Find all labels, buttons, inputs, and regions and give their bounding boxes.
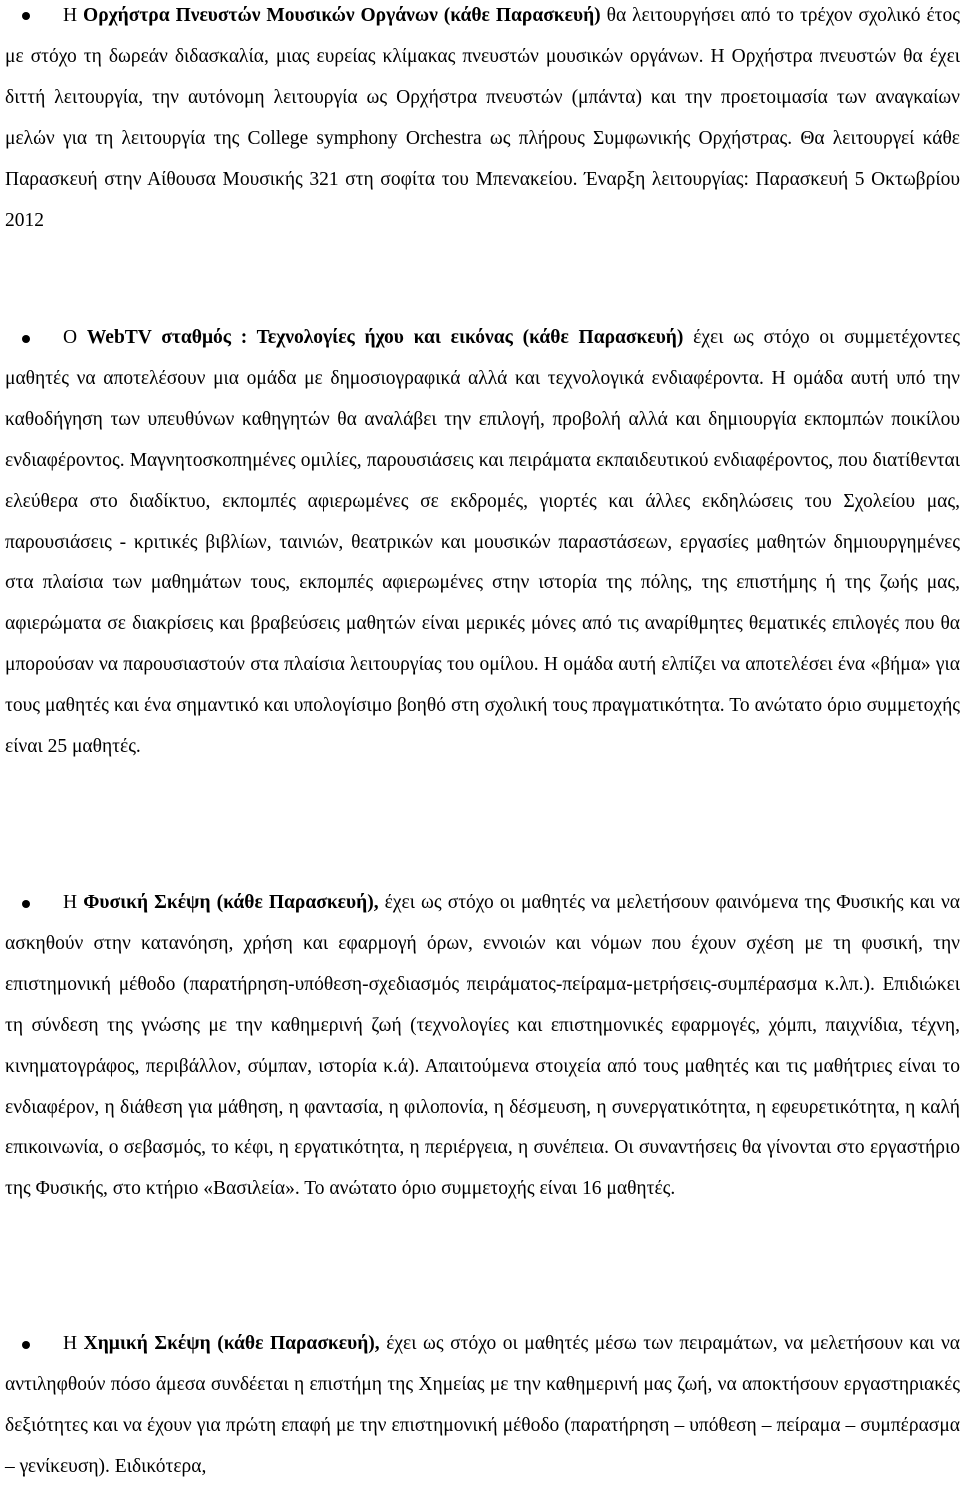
bullet-icon (22, 335, 30, 343)
list-item (0, 883, 960, 1210)
paragraph-prefix: Η (63, 5, 84, 26)
paragraph-prefix: Ο (63, 327, 87, 348)
bullet-icon (22, 1341, 30, 1349)
list-item (0, 1324, 960, 1488)
paragraph-text: έχει ως στόχο οι μαθητές μέσω των πειραμάτων, να μελετήσουν και να αντιληφθούν πόσο άμεσα συνδέεται η επιστήμη της Χημείας με την καθημερινή μας ζωή, να αποκτήσουν εργαστηριακές δεξιότητες και να έχουν για πρώτη επαφή με την επιστημονική μέθοδο (παρατήρηση – υπόθεση – πείραμα – συμπέρασμα – γενίκευση). Ειδικότερα, (5, 1333, 960, 1477)
paragraph-text: έχει ως στόχο οι συμμετέχοντες μαθητές να αποτελέσουν μια ομάδα με δημοσιογραφικά αλλά και τεχνολογικά ενδιαφέροντα. Η ομάδα αυτή υπό την καθοδήγηση των υπευθύνων καθηγητών θα αναλάβει την επιλογή, προβολή αλλά και δημιουργία εκπομπών ποικίλου ενδιαφέροντος. Μαγνητοσκοπημένες ομιλίες, παρουσιάσεις και πειράματα εκπαιδευτικού ενδιαφέροντος, που διατίθενται ελεύθερα στο διαδίκτυο, εκπομπές αφιερωμένες σε εκδρομές, γιορτές και άλλες εκδηλώσεις του Σχολείου μας, παρουσιάσεις - κριτικές βιβλίων, ταινιών, θεατρικών και μουσικών παραστάσεων, εργασίες μαθητών δημιουργημένες στα πλαίσια των μαθημάτων τους, εκπομπές αφιερωμένες στην ιστορία της πόλης, της επιστήμης ή της ζωής μας, αφιερώματα σε διακρίσεις και βραβεύσεις μαθητών είναι μερικές μόνες από τις αναρίθμητες θεματικές επιλογές που θα μπορούσαν να παρουσιαστούν στα πλαίσια λειτουργίας του ομίλου. Η ομάδα αυτή ελπίζει να αποτελέσει ένα «βήμα» για τους μαθητές και ένα σημαντικό και υπολογίσιμο βοηθό στη σχολική τους πραγματικότητα. Το ανώτατο όριο συμμετοχής είναι 25 μαθητές. (5, 327, 960, 758)
paragraph-prefix: Η (63, 1333, 84, 1354)
paragraph-prefix: Η (63, 892, 84, 913)
activity-title: Χημική Σκέψη (κάθε Παρασκευή), (83, 1333, 380, 1354)
paragraph (5, 318, 960, 768)
activity-title: Ορχήστρα Πνευστών Μουσικών Οργάνων (κάθε Παρασκευή) (83, 5, 601, 26)
list-item (0, 0, 960, 241)
paragraph (5, 1324, 960, 1488)
paragraph-text: έχει ως στόχο οι μαθητές να μελετήσουν φαινόμενα της Φυσικής και να ασκηθούν στην κατανόηση, χρήση και εφαρμογή όρων, εννοιών και νόμων που έχουν σχέση με τη φυσική, την επιστημονική μέθοδο (παρατήρηση-υπόθεση-σχεδιασμός πειράματος-πείραμα-μετρήσεις-συμπέρασμα κ.λπ.). Επιδιώκει τη σύνδεση της γνώσης με την καθημερινή ζωή (τεχνολογίες και επιστημονικές εφαρμογές, χόμπι, παιχνίδια, τέχνη, κινηματογράφος, περιβάλλον, σύμπαν, ιστορία κ.ά). Απαιτούμενα στοιχεία από τους μαθητές και τις μαθήτριες είναι το ενδιαφέρον, η διάθεση για μάθηση, η φαντασία, η φιλοπονία, η δέσμευση, η συνεργατικότητα, η εφευρετικότητα, η καλή επικοινωνία, ο σεβασμός, το κέφι, η εργατικότητα, η περιέργεια, η συνέπεια. Οι συναντήσεις θα γίνονται στο εργαστήριο της Φυσικής, στο κτήριο «Βασιλεία». Το ανώτατο όριο συμμετοχής είναι 16 μαθητές. (5, 892, 960, 1200)
bullet-icon (22, 12, 30, 20)
paragraph (5, 0, 960, 241)
activity-title: WebTV σταθμός : Τεχνολογίες ήχου και εικόνας (κάθε Παρασκευή) (86, 327, 684, 348)
paragraph (5, 883, 960, 1210)
paragraph-text: θα λειτουργήσει από το τρέχον σχολικό έτος με στόχο τη δωρεάν διδασκαλία, μιας ευρείας κλίμακας πνευστών μουσικών οργάνων. Η Ορχήστρα πνευστών θα έχει διττή λειτουργία, την αυτόνομη λειτουργία ως Ορχήστρα πνευστών (μπάντα) και την προετοιμασία των αναγκαίων μελών για τη λειτουργία της College symphony Orchestra ως πλήρους Συμφωνικής Ορχήστρας. Θα λειτουργεί κάθε Παρασκευή στην Αίθουσα Μουσικής 321 στη σοφίτα του Μπενακείου. Έναρξη λειτουργίας: Παρασκευή 5 Οκτωβρίου 2012 (5, 5, 960, 231)
bullet-icon (22, 900, 30, 908)
activity-title: Φυσική Σκέψη (κάθε Παρασκευή), (83, 892, 379, 913)
list-item (0, 318, 960, 768)
